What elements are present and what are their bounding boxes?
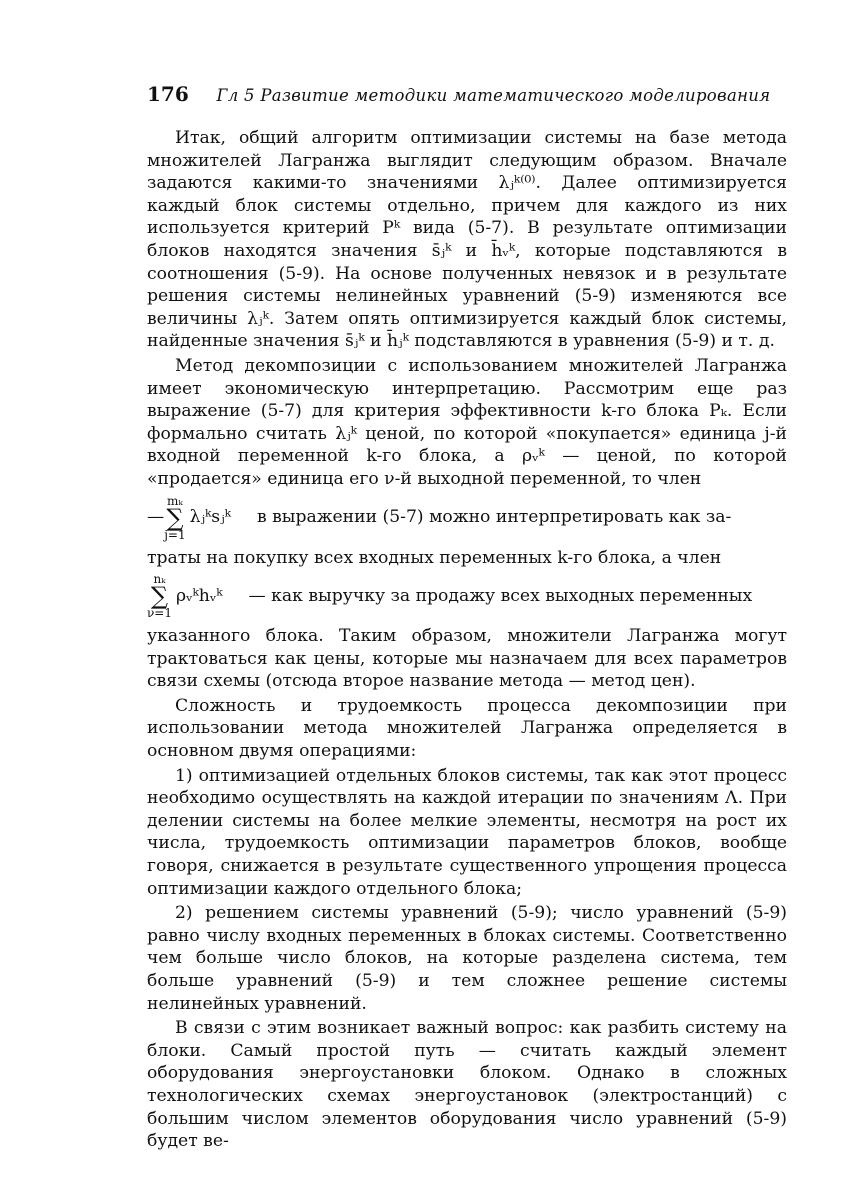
- sum-symbol: [147, 573, 172, 619]
- main-text: [147, 127, 787, 1153]
- running-header: [147, 82, 787, 106]
- sum-upper: mₖ: [167, 493, 183, 508]
- page-number: 176: [147, 82, 189, 106]
- paragraph: Метод декомпозиции с использованием множителей Лагранжа имеет экономическую интерпретацию. Рассмотрим еще раз выражение (5-7) для критерия эффективности k-го блока Pₖ. Если формально считать λⱼᵏ ценой, по которой «покупается» единица j-й входной переменной k-го блока, а ρᵥᵏ — ценой, по которой «продается» единица его ν-й выходной переменной, то член: [147, 355, 787, 489]
- formula-expression: λⱼᵏsⱼᵏ: [189, 507, 231, 528]
- formula-text: в выражении (5-7) можно интерпретировать как за-: [256, 507, 732, 528]
- sum-upper: nₖ: [153, 572, 166, 587]
- formula-text: — как выручку за продажу всех выходных переменных: [248, 585, 753, 606]
- sigma-glyph: ∑: [166, 503, 184, 532]
- paragraph: 1) оптимизацией отдельных блоков системы, так как этот процесс необходимо осуществлять на каждой итерации по значениям Λ. При делении системы на более мелкие элементы, несмотря на рост их числа, трудоемкость оптимизации параметров блоков, вообще говоря, снижается в результате существенного упрощения процесса оптимизации каждого отдельного блока;: [147, 765, 787, 899]
- sigma-glyph: ∑: [150, 582, 169, 611]
- paragraph: В связи с этим возникает важный вопрос: как разбить систему на блоки. Самый простой путь — считать каждый элемент оборудования энергоустановки блоком. Однако в сложных технологических схемах энергоустановок (электростанций) с большим числом элементов оборудования число уравнений (5-9) будет ве-: [147, 1018, 787, 1152]
- sum-lower: j=1: [164, 527, 186, 542]
- formula-prefix: —: [147, 507, 165, 528]
- sum-lower: ν=1: [147, 606, 172, 621]
- paragraph: 2) решением системы уравнений (5-9); число уравнений (5-9) равно числу входных переменных в блоках системы. Соответственно чем больше число блоков, на которые разделена система, тем больше уравнений (5-9) и тем сложнее решение системы нелинейных уравнений.: [147, 903, 787, 1014]
- paragraph: траты на покупку всех входных переменных k-го блока, а член: [147, 547, 722, 568]
- sum-symbol: [164, 495, 185, 541]
- paragraph: указанного блока. Таким образом, множители Лагранжа могут трактоваться как цены, которые мы назначаем для всех параметров связи схемы (отсюда второе название метода — метод цен).: [147, 626, 787, 692]
- formula-line: [147, 573, 787, 619]
- formula-expression: ρᵥᵏhᵥᵏ: [175, 585, 223, 606]
- chapter-title: Гл 5 Развитие методики математического моделирования: [216, 86, 771, 105]
- paragraph: Сложность и трудоемкость процесса декомпозиции при использовании метода множителей Лагранжа определяется в основном двумя операциями:: [147, 695, 787, 762]
- paragraph: Итак, общий алгоритм оптимизации системы на базе метода множителей Лагранжа выглядит следующим образом. Вначале задаются какими-то значениями λⱼᵏ⁽⁰⁾. Далее оптимизируется каждый блок системы отдельно, причем для каждого из них используется критерий Pᵏ вида (5-7). В результате оптимизации блоков находятся значения s̄ⱼᵏ и h̄ᵥᵏ, которые подставляются в соотношения (5-9). На основе полученных невязок и в результате решения системы нелинейных уравнений (5-9) изменяются все величины λⱼᵏ. Затем опять оптимизируется каждый блок системы, найденные значения s̄ⱼᵏ и h̄ⱼᵏ подставляются в уравнения (5-9) и т. д.: [147, 128, 787, 352]
- formula-line: [147, 495, 787, 541]
